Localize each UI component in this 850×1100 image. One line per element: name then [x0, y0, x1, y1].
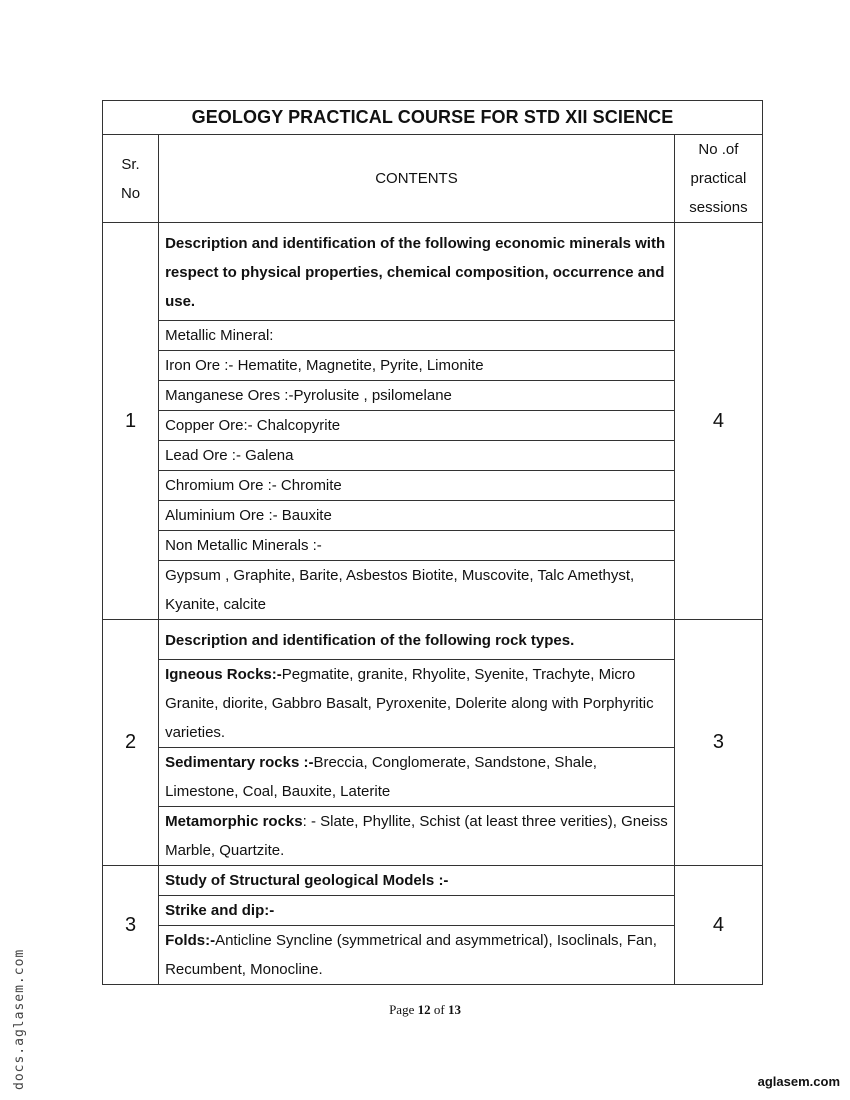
- row-contents: [159, 866, 675, 985]
- item-label: Folds:-: [165, 932, 216, 949]
- item-text: : - Slate, Phyllite, Schist (at least three verities), Gneiss Marble, Quartzite.: [165, 813, 668, 859]
- page-total: 13: [447, 1002, 461, 1017]
- list-item: Copper Ore:- Chalcopyrite: [159, 411, 674, 441]
- list-item: Metallic Mineral:: [159, 321, 674, 351]
- course-table: [102, 100, 763, 985]
- item-text: Pegmatite, granite, Rhyolite, Syenite, Trachyte, Micro Granite, diorite, Gabbro Basalt, Pyroxenite, Dolerite along with Porphyritic varieties.: [165, 666, 654, 741]
- sr-number: 2: [103, 620, 159, 866]
- table-row: [103, 866, 763, 985]
- list-item: Chromium Ore :- Chromite: [159, 471, 674, 501]
- header-sr-line2: No: [120, 184, 141, 202]
- sessions-count: 4: [674, 223, 762, 620]
- row-heading: Study of Structural geological Models :-: [165, 872, 449, 889]
- item-label: Sedimentary rocks :-: [165, 754, 314, 771]
- item-text: Anticline Syncline (symmetrical and asymmetrical), Isoclinals, Fan, Recumbent, Monocline.: [165, 932, 657, 978]
- list-item: Aluminium Ore :- Bauxite: [159, 501, 674, 531]
- sr-number: 3: [103, 866, 159, 985]
- sessions-count: 4: [674, 866, 762, 985]
- brand-label: aglasem.com: [757, 1074, 840, 1089]
- list-item: Gypsum , Graphite, Barite, Asbestos Biotite, Muscovite, Talc Amethyst, Kyanite, calcite: [159, 561, 674, 620]
- list-item: [159, 896, 674, 926]
- row-description: Description and identification of the following economic minerals with respect to physical properties, chemical composition, occurrence and use.: [165, 235, 666, 310]
- side-watermark: docs.aglasem.com: [12, 948, 27, 1090]
- list-item: [159, 926, 674, 985]
- list-item: Lead Ore :- Galena: [159, 441, 674, 471]
- header-sessions-line1: No .of: [698, 141, 739, 158]
- header-sessions-line3: sessions: [689, 199, 748, 216]
- row-description: Description and identification of the following rock types.: [165, 632, 575, 649]
- list-item: Non Metallic Minerals :-: [159, 531, 674, 561]
- list-item: [159, 660, 674, 748]
- list-item: [159, 748, 674, 807]
- list-item: [159, 807, 674, 866]
- list-item: Manganese Ores :-Pyrolusite , psilomelane: [159, 381, 674, 411]
- page-number: [0, 1002, 850, 1018]
- sr-number: 1: [103, 223, 159, 620]
- list-item: Iron Ore :- Hematite, Magnetite, Pyrite, Limonite: [159, 351, 674, 381]
- item-label: Strike and dip:-: [165, 902, 275, 919]
- header-contents: CONTENTS: [159, 135, 675, 223]
- page-word: Page: [389, 1002, 415, 1017]
- row-contents: [159, 223, 675, 620]
- page-of-word: of: [433, 1002, 445, 1017]
- page-current: 12: [417, 1002, 431, 1017]
- row-contents: [159, 620, 675, 866]
- table-row: [103, 620, 763, 866]
- sessions-count: 3: [674, 620, 762, 866]
- item-label: Metamorphic rocks: [165, 813, 303, 830]
- header-sessions: [674, 135, 762, 223]
- header-sr-line1: Sr.: [121, 155, 140, 173]
- header-sr-no: [103, 135, 159, 223]
- item-text: Breccia, Conglomerate, Sandstone, Shale, Limestone, Coal, Bauxite, Laterite: [165, 754, 597, 800]
- header-sessions-line2: practical: [690, 170, 747, 187]
- item-label: Igneous Rocks:-: [165, 666, 282, 683]
- table-title: GEOLOGY PRACTICAL COURSE FOR STD XII SCIENCE: [103, 101, 763, 135]
- table-row: [103, 223, 763, 620]
